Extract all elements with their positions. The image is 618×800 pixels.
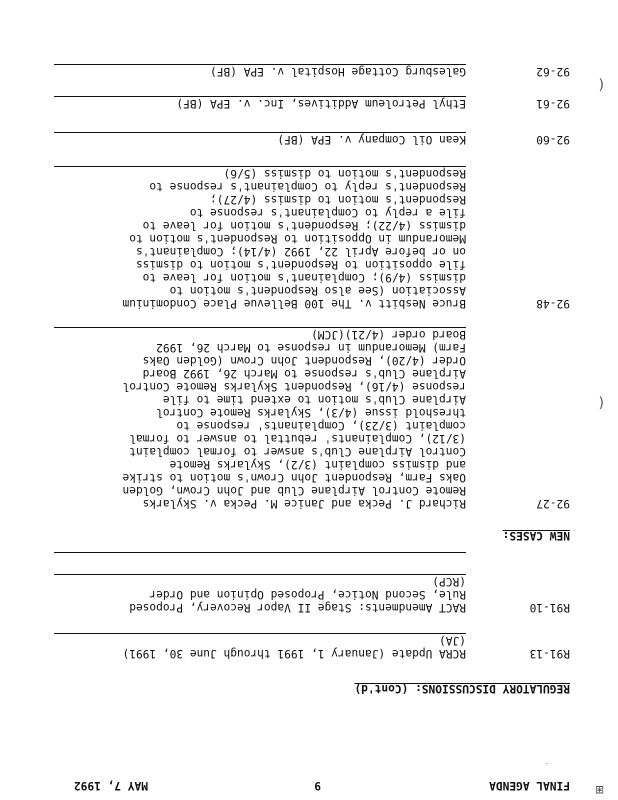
section-rule	[54, 327, 466, 328]
case-line: complaint (3/23), Complainants' response to	[176, 419, 466, 432]
case-number-92-60: 92-60	[536, 133, 570, 146]
regulatory-line: Rule, Second Notice, Proposed Opinion and Order	[149, 588, 466, 601]
case-line: Galesburg Cottage Hospital v. EPA (BF)	[210, 65, 466, 78]
section-rule	[54, 166, 466, 167]
case-line: Oaks Farm, Respondent John Crown's motion to strike	[122, 471, 466, 484]
page-number: 9	[314, 779, 321, 792]
new-cases-heading: NEW CASES:	[502, 529, 570, 542]
case-line: Kean Oil Company v. EPA (BF)	[277, 133, 466, 146]
scan-dot-mark: .	[545, 761, 548, 770]
case-number-92-62: 92-62	[536, 65, 570, 78]
case-line: Respondent's reply to Complainant's response to	[149, 180, 466, 193]
case-line: on or before April 22, 1992 (4/14); Complainant's	[135, 245, 466, 258]
case-line: Order (4/20), Respondent John Crown (Golden Oaks	[142, 354, 466, 367]
case-line: Remote Control Airplane Club and John Crown, Golden	[122, 484, 466, 497]
case-number-92-27: 92-27	[536, 497, 570, 510]
case-line: Richard J. Pecka and Janice M. Pecka v. Skylarks	[142, 497, 466, 510]
regulatory-number-r91-10: R91-10	[529, 601, 570, 614]
binding-hole-mark: ⧆	[595, 782, 604, 798]
case-number-92-48: 92-48	[536, 297, 570, 310]
case-line: Respondent's motion to dismiss (5/6)	[223, 167, 466, 180]
case-line: dismiss (4/9); Complainant's motion for leave to	[142, 271, 466, 284]
binding-hole-mark: (	[598, 76, 604, 92]
section-rule	[54, 132, 466, 133]
case-line: dismiss (4/22); Respondent's motion for leave to	[142, 219, 466, 232]
case-line: Ethyl Petroleum Additives, Inc. v. EPA (BF)	[176, 97, 466, 110]
case-line: Control Airplane Club's answer to formal complaint	[129, 445, 466, 458]
case-line: Bruce Nesbitt v. The 100 Bellevue Place Condominium	[122, 297, 466, 310]
case-line: Airplane Club's response to March 26, 1992 Board	[142, 367, 466, 380]
case-line: response (4/16), Respondent Skylarks Remote Control	[122, 380, 466, 393]
case-line: Airplane Club's motion to extend time to file	[162, 393, 466, 406]
case-line: and dismiss complaint (3/2), Skylarks Remote	[169, 458, 466, 471]
case-line: file opposition to Respondent's motion to dismiss	[135, 258, 466, 271]
section-rule	[54, 96, 466, 97]
section-rule	[54, 552, 466, 553]
case-line: file a reply to Complainant's response to	[189, 206, 466, 219]
case-number-92-61: 92-61	[536, 97, 570, 110]
case-line: Memorandum in Opposition to Respondent's motion to	[129, 232, 466, 245]
regulatory-line: RCRA Update (January 1, 1991 through June 30, 1991)	[122, 647, 466, 660]
section-rule	[54, 574, 466, 575]
case-line: Farm) Memorandum in response to March 26, 1992	[156, 341, 466, 354]
case-line: Respondent's motion to dismiss (4/27);	[210, 193, 466, 206]
regulatory-line: (JA)	[439, 634, 466, 647]
regulatory-heading: REGULATORY DISCUSSIONS: (Cont'd)	[354, 682, 570, 695]
header-left: FINAL AGENDA	[489, 779, 570, 792]
header-date: MAY 7, 1992	[73, 779, 148, 792]
section-rule	[54, 633, 466, 634]
case-line: (3/12), Complainants' rebuttal to answer to formal	[129, 432, 466, 445]
case-line: Board order (4/21)(JCM)	[311, 328, 466, 341]
regulatory-line: RACT Amendments: Stage II Vapor Recovery, Proposed	[129, 601, 466, 614]
case-line: Association (See also Respondent's motion to	[169, 284, 466, 297]
binding-hole-mark: (	[598, 394, 604, 410]
case-line: threshold issue (4/3), Skylarks Remote Control	[156, 406, 466, 419]
regulatory-number-r91-13: R91-13	[529, 647, 570, 660]
regulatory-line: (RCP)	[432, 575, 466, 588]
section-rule	[54, 64, 466, 65]
